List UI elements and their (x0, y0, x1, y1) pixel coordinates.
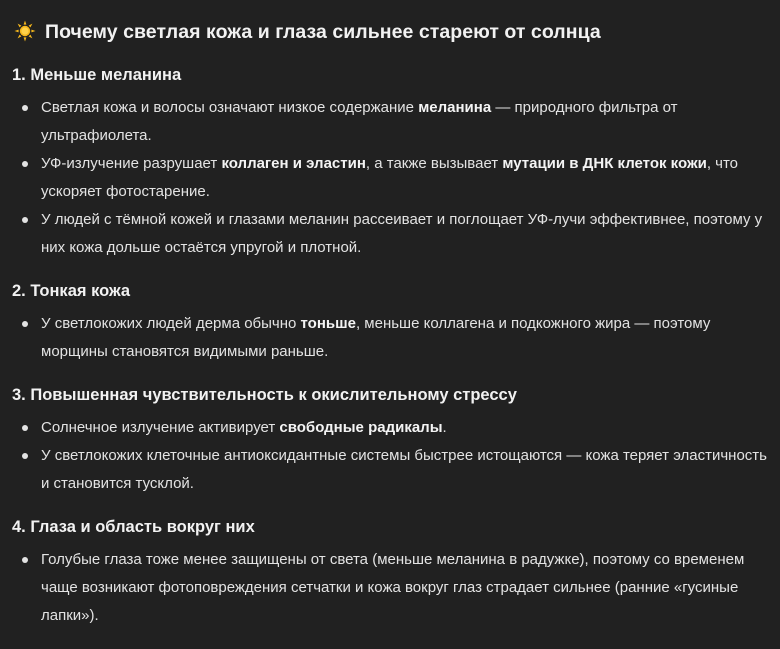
text-run: , а также вызывает (365, 155, 503, 172)
text-run: — природного фильтра от ультрафиолета. (41, 99, 678, 144)
sun-icon (14, 20, 36, 42)
text-run: Светлая кожа и волосы означают низкое содержание (41, 99, 419, 116)
list-item (12, 206, 768, 262)
list-item (12, 310, 768, 366)
section-oxidative-stress (12, 383, 768, 498)
bold-text: коллаген и эластин (221, 155, 366, 172)
bullet-list (12, 414, 768, 498)
section-heading: 4. Глаза и область вокруг них (12, 518, 255, 536)
text-run: У светлокожих клеточные антиоксидантные системы быстрее истощаются — кожа теряет эластичность и становится тусклой. (41, 447, 767, 492)
bold-text: тоньше (300, 315, 356, 332)
section-thin-skin (12, 279, 768, 366)
list-item (12, 546, 768, 630)
section-heading: 1. Меньше меланина (12, 66, 182, 84)
bold-text: свободные радикалы (279, 419, 443, 436)
bullet-list (12, 546, 768, 630)
text-run: У светлокожих людей дерма обычно (41, 315, 301, 332)
list-item (12, 94, 768, 150)
text-run: Солнечное излучение активирует (41, 419, 280, 436)
text-run: . (442, 419, 447, 436)
list-item (12, 150, 768, 206)
section-less-melanin (12, 63, 768, 262)
page-title: Почему светлая кожа и глаза сильнее стареют от солнца (45, 20, 601, 43)
section-heading: 3. Повышенная чувствительность к окислительному стрессу (12, 386, 517, 404)
text-run: , что ускоряет фотостарение. (41, 155, 739, 200)
list-item (12, 442, 768, 498)
section-heading: 2. Тонкая кожа (12, 282, 131, 300)
bullet-list (12, 310, 768, 366)
text-run: , меньше коллагена и подкожного жира — поэтому морщины становятся видимыми раньше. (41, 315, 711, 360)
title-row (14, 18, 768, 46)
text-run: УФ-излучение разрушает (41, 155, 222, 172)
bullet-list (12, 94, 768, 262)
list-item (12, 414, 768, 442)
text-run: Голубые глаза тоже менее защищены от света (меньше меланина в радужке), поэтому со временем чаще возникают фотоповреждения сетчатки и кожа вокруг глаз страдает сильнее (ранние «гусиные лапки»). (41, 551, 745, 624)
text-run: У людей с тёмной кожей и глазами меланин рассеивает и поглощает УФ-лучи эффективнее, поэтому у них кожа дольше остаётся упругой и плотной. (41, 211, 763, 256)
bold-text: меланина (418, 99, 492, 116)
section-eyes (12, 515, 768, 630)
bold-text: мутации в ДНК клеток кожи (502, 155, 707, 172)
